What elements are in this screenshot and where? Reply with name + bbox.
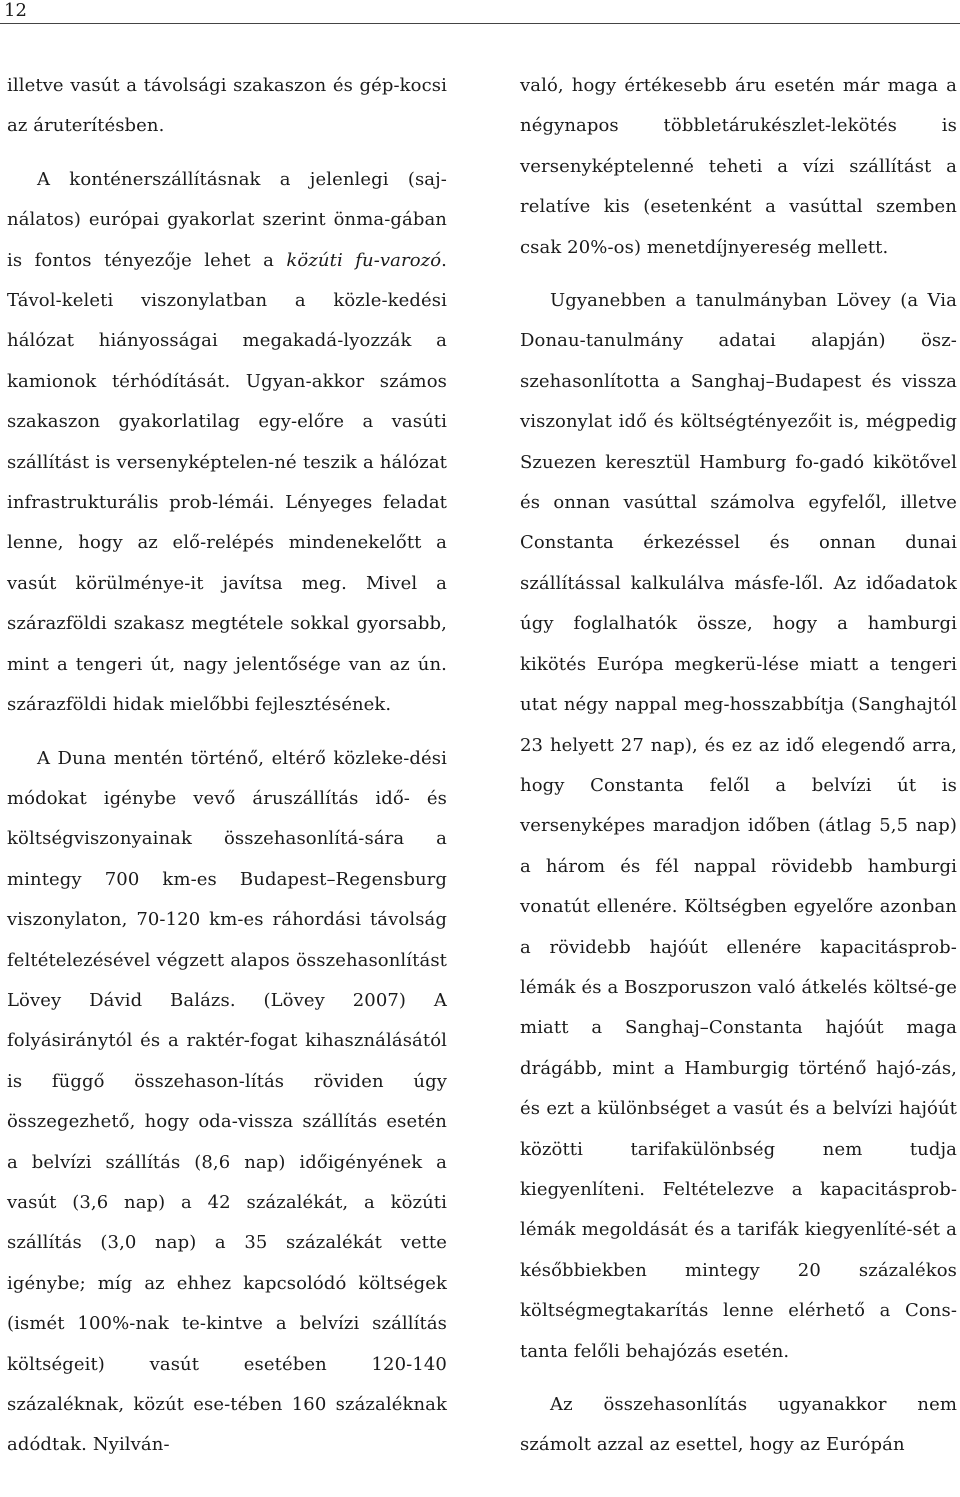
italic-text: közúti fu-varozó <box>286 249 442 271</box>
right-column <box>520 66 957 1466</box>
body-text: . Távol-keleti viszonylatban a közle-kedési hálózat hiányosságai megakadá-lyozzák a kamionok térhódítását. Ugyan-akkor számos szakaszon gyakorlatilag egy-előre a vasúti szállítást is versenyképtelen-né teszik a hálózat infrastrukturális prob-lémái. Lényeges feladat lenne, hogy az elő-relépés mindenekelőtt a vasút körülménye-it javítsa meg. Mivel a szárazföldi szakasz megtétele sokkal gyorsabb, mint a tengeri út, nagy jelentősége van az ún. szárazföldi hidak mielőbbi fejlesztésének. <box>7 249 447 716</box>
body-text: Ugyanebben a tanulmányban Lövey (a Via Donau-tanulmány adatai alapján) ösz-szehasonlította a Sanghaj–Budapest és vissza viszonylat idő és költségtényezőit is, mégpedig Szuezen keresztül Hamburg fo-gadó kikötővel és onnan vasúttal számolva egyfelől, illetve Constanta érkezéssel és onnan dunai szállítással kalkulálva másfe-lől. Az időadatok úgy foglalhatók össze, hogy a hamburgi kikötés Európa megkerü-lése miatt a tengeri utat négy nappal meg-hosszabbítja (Sanghajtól 23 helyett 27 nap), és ez az idő elegendő arra, hogy Constanta felől a belvízi út is versenyképes maradjon időben (átlag 5,5 nap) a három és fél nappal rövidebb hamburgi vonatút ellenére. Költségben egyelőre azonban a rövidebb hajóút ellenére kapacitásprob-lémák és a Boszporuszon való átkelés költsé-ge miatt a Sanghaj–Constanta hajóút maga drágább, mint a Hamburgig történő hajó-zás, és ezt a különbséget a vasút és a belvízi hajóút közötti tarifakülönbség nem tudja kiegyenlíteni. Feltételezve a kapacitásprob-lémák megoldását és a tarifák kiegyenlíté-sét a későbbiekben mintegy 20 százalékos költségmegtakarítás lenne elérhető a Cons-tanta felőli behajózás esetén. <box>520 290 957 1362</box>
body-text: illetve vasút a távolsági szakaszon és gép-kocsi az áruterítésben. <box>7 75 447 137</box>
left-column <box>7 66 447 1466</box>
paragraph <box>520 66 957 268</box>
body-text: A konténerszállításnak a jelenlegi (saj-nálatos) európai gyakorlat szerint önma-gában is fontos tényezője lehet a <box>7 168 447 271</box>
header-rule <box>0 23 960 24</box>
body-text: Az összehasonlítás ugyanakkor nem számolt azzal az esettel, hogy az Európán <box>520 1394 957 1456</box>
paragraph <box>7 66 447 147</box>
body-text: való, hogy értékesebb áru esetén már maga a négynapos többletárukészlet-lekötés is versenyképtelenné teheti a vízi szállítást a relatíve kis (esetenként a vasúttal szemben csak 20%-os) menetdíjnyereség mellett. <box>520 75 957 258</box>
paragraph <box>520 1385 957 1466</box>
page-number: 12 <box>4 0 27 21</box>
paragraph <box>7 160 447 726</box>
body-text: A Duna mentén történő, eltérő közleke-dési módokat igénybe vevő áruszállítás idő- és költségviszonyainak összehasonlítá-sára a mintegy 700 km-es Budapest–Regensburg viszonylaton, 70-120 km-es ráhordási távolság feltételezésével végzett alapos összehasonlítást Lövey Dávid Balázs. (Lövey 2007) A folyásiránytól és a raktér-fogat kihasználásától is függő összehason-lítás röviden úgy összegezhető, hogy oda-vissza szállítás esetén a belvízi szállítás (8,6 nap) időigényének a vasút (3,6 nap) a 42 százalékát, a közúti szállítás (3,0 nap) a 35 százalékát vette igénybe; míg az ehhez kapcsolódó költségek (ismét 100%-nak te-kintve a belvízi szállítás költségeit) vasút esetében 120-140 százaléknak, közút ese-tében 160 százaléknak adódtak. Nyilván- <box>7 747 447 1456</box>
paragraph <box>520 281 957 1372</box>
paragraph <box>7 739 447 1466</box>
